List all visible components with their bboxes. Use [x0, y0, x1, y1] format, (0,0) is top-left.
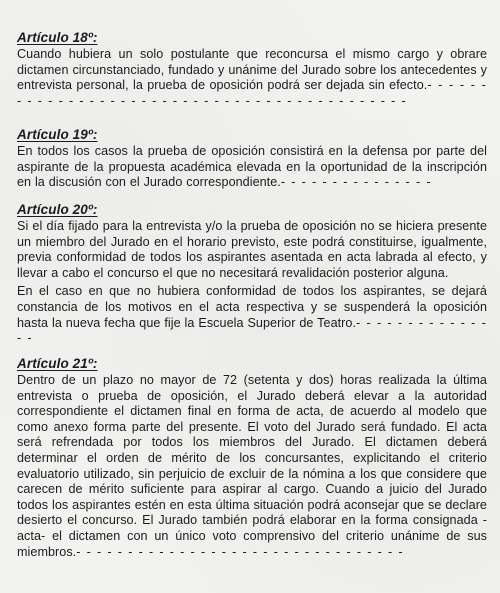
dash-filler: - - - - - - - - - - - - - - -	[280, 175, 432, 190]
dash-filler: - - - - - - - - - - - - - - - - - - - - - - - - - - - - - - - -	[76, 544, 404, 559]
paragraph-text: Si el día fijado para la entrevista y/o la prueba de oposición no se hiciera presente un miembro del Jurado en el horario previsto, este podrá constituirse, igualmente, previa conformidad de todos los aspirantes asentada en acta labrada al efecto, y llevar a cabo el concurso el que no necesitará revalidación posterior alguna.	[17, 219, 487, 280]
dash-filler: - - - - - - - - - - - - - - - - - - - - - - - - - - - - - - - - - - - - - - - - - - - -	[17, 78, 487, 108]
article-heading: Artículo 21º:	[17, 356, 98, 371]
article-20	[17, 201, 487, 347]
article-heading: Artículo 19º:	[17, 127, 98, 142]
paragraph-text: En el caso en que no hubiera conformidad de todos los aspirantes, se dejará constancia de los motivos en el acta respectiva y se suspenderá la oposición hasta la nueva fecha que fije la Escuela Superior de Teatro.	[17, 284, 487, 330]
article-19	[17, 126, 487, 191]
article-paragraph	[17, 219, 487, 281]
article-18	[17, 29, 487, 109]
dash-filler: - - - - - - - - - - - - - - -	[17, 315, 487, 346]
paragraph-text: Dentro de un plazo no mayor de 72 (setenta y dos) horas realizada la última entrevista o prueba de oposición, el Jurado deberá elevar a la autoridad correspondiente el dictamen final en forma de acta, de acuerdo al modelo que como anexo forma parte del presente. El voto del Jurado será fundado. El acta será refrendada por todos los miembros del Jurado. El dictamen deberá determinar el orden de mérito de los concursantes, explicitando el criterio evaluatorio utilizado, sin perjuicio de excluir de la nómina a los que considere que carecen de mérito suficiente para aspirar al cargo. Cuando a juicio del Jurado todos los aspirantes estén en esta última situación podrá aconsejar que se declare desierto el concurso. El Jurado también podrá elaborar en la forma consignada -acta- el dictamen con un único voto comprensivo del criterio unánime de sus miembros.	[17, 373, 487, 559]
paragraph-text: Cuando hubiera un solo postulante que reconcursa el mismo cargo y obrare dictamen circunstanciado, fundado y unánime del Jurado sobre los antecedentes y entrevista personal, la prueba de oposición podrá ser dejada sin efecto.	[17, 47, 487, 93]
article-heading: Artículo 20º:	[17, 202, 98, 217]
article-paragraph	[17, 284, 487, 346]
article-heading: Artículo 18º:	[17, 30, 98, 45]
article-paragraph	[17, 144, 487, 191]
article-21	[17, 355, 487, 560]
article-paragraph	[17, 47, 487, 109]
paragraph-text: En todos los casos la prueba de oposición consistirá en la defensa por parte del aspirante de la propuesta académica elevada en la oportunidad de la inscripción en la discusión con el Jurado correspondiente.	[17, 144, 487, 190]
article-paragraph	[17, 373, 487, 560]
